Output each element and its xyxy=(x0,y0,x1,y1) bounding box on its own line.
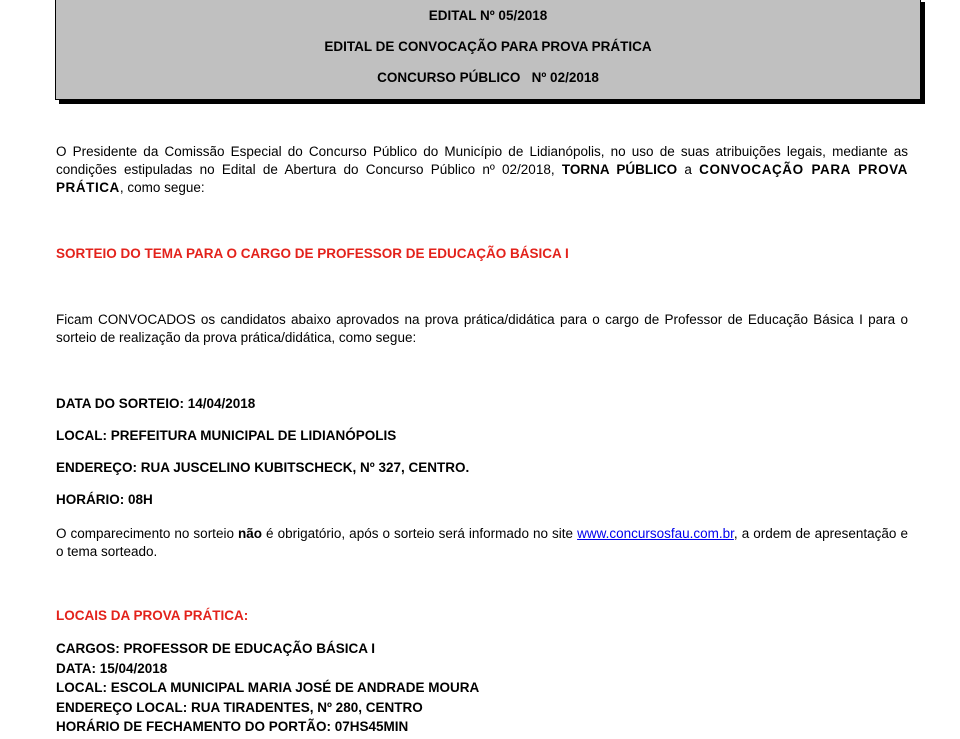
intro-bold-1: TORNA PÚBLICO xyxy=(561,162,678,177)
edital-header-box xyxy=(55,0,921,100)
data-prova-line: DATA: 15/04/2018 xyxy=(56,660,168,676)
note-text-2: é obrigatório, após o sorteio será informado no site xyxy=(262,526,578,541)
comparecimento-note xyxy=(56,525,908,561)
cargos-line: CARGOS: PROFESSOR DE EDUCAÇÃO BÁSICA I xyxy=(56,641,376,656)
endereco-prova-line: ENDEREÇO LOCAL: RUA TIRADENTES, Nº 280, CENTRO xyxy=(56,699,423,715)
intro-bold-2: CONVOCAÇÃO PARA PROVA PRÁTICA xyxy=(56,162,908,195)
horario-sorteio: HORÁRIO: 08H xyxy=(56,492,153,507)
note-bold: não xyxy=(238,526,263,541)
horario-portao-line: HORÁRIO DE FECHAMENTO DO PORTÃO: 07HS45MIN xyxy=(56,719,409,734)
intro-paragraph xyxy=(56,143,908,197)
note-text-1: O comparecimento no sorteio xyxy=(56,526,238,541)
site-link[interactable]: www.concursosfau.com.br xyxy=(577,526,734,541)
locais-details xyxy=(56,639,908,737)
note-text-3: , a ordem de apresentação e o tema sorteado. xyxy=(56,526,908,559)
section-locais-heading: LOCAIS DA PROVA PRÁTICA: xyxy=(56,608,249,623)
intro-text-2: a xyxy=(677,162,700,177)
edital-number: EDITAL Nº 05/2018 xyxy=(428,8,548,23)
endereco-sorteio: ENDEREÇO: RUA JUSCELINO KUBITSCHECK, Nº 327, CENTRO. xyxy=(56,460,470,475)
local-sorteio: LOCAL: PREFEITURA MUNICIPAL DE LIDIANÓPOLIS xyxy=(56,428,397,443)
intro-text-3: , como segue: xyxy=(119,180,205,195)
data-sorteio: DATA DO SORTEIO: 14/04/2018 xyxy=(56,396,256,411)
intro-text-1: O Presidente da Comissão Especial do Concurso Público do Município de Lidianópolis, no uso de suas atribuições legais, mediante as condições estipuladas no Edital de Abertura do Concurso Público nº 02/2018, xyxy=(56,144,908,177)
convocados-paragraph: Ficam CONVOCADOS os candidatos abaixo aprovados na prova prática/didática para o cargo de Professor de Educação Básica I para o sorteio de realização da prova prática/didática, como segue: xyxy=(56,312,908,345)
edital-title: EDITAL DE CONVOCAÇÃO PARA PROVA PRÁTICA xyxy=(324,39,652,54)
local-prova-line: LOCAL: ESCOLA MUNICIPAL MARIA JOSÉ DE ANDRADE MOURA xyxy=(56,680,480,695)
concurso-number: CONCURSO PÚBLICO Nº 02/2018 xyxy=(377,70,599,85)
section-sorteio-heading: SORTEIO DO TEMA PARA O CARGO DE PROFESSOR DE EDUCAÇÃO BÁSICA I xyxy=(56,246,569,261)
